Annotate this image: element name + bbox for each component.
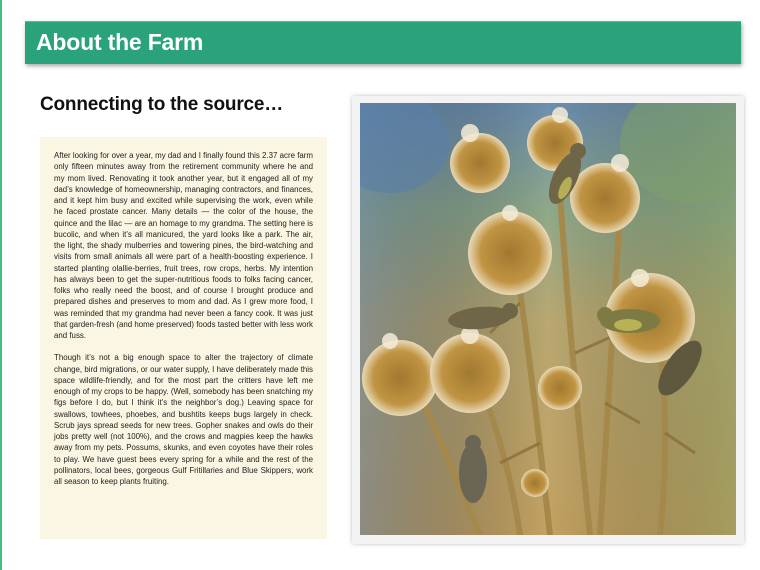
section-heading: Connecting to the source… — [40, 94, 284, 115]
story-paragraph-2: Though it’s not a big enough space to alter the trajectory of climate change, bird migrations, or our water supply, I have deliberately made this space wildlife-friendly, and for the most part the critters have left me enough of my crops to be happy. (Well, somebody has been snatching my figs before I do, but I think it’s the neighbor’s dog.) Leaving space for swallows, towhees, phoebes, and bushtits keeps bugs largely in check. Scrub jays spread seeds for new trees. Gopher snakes and owls do their jobs pretty well (not 100%), and the crows and magpies keep the hawks away from my pets. Possums, skunks, and even coyotes have their roles to play. We have guest bees every spring for a while and the rest of the pollinators, local bees, gorgeous Gulf Fritillaries and Blue Skippers, work all season to keep plants fruiting. — [54, 353, 313, 486]
photo-frame — [352, 96, 744, 544]
story-text-box — [40, 137, 327, 539]
title-banner — [25, 21, 741, 64]
story-paragraph-1: After looking for over a year, my dad and I finally found this 2.37 acre farm only fifteen minutes away from the retirement community where he and my mom lived. Renovating it took another year, but it engaged all of my dad’s knowledge of homeownership, managing contractors, and finances, and it kept him busy and excited while supervising the work, even while he faced prostate cancer. Many details — the color of the house, the quince and the lilac — are an homage to my grandma. The setting here is bucolic, and when it’s all manicured, the yard looks like a park. The air, the light, the shady mulberries and towering pines, the bird-watching and visits from small animals all were part of a health-boosting experience. I started planting olallie-berries, fruit trees, row crops, herbs. My intention has always been to get the super-nutritious foods to folks facing cancer, folks who really need the boost, and of course I brought produce and prepared dishes and preserves to mom and dad. As I grew more food, I was reminded that my grandma had never been a fancy cook. It was just that garden-fresh (and home preserved) foods tasted better with less work and fuss. — [54, 151, 313, 340]
page-title: About the Farm — [36, 29, 204, 55]
finches-on-thistles-photo — [360, 103, 736, 535]
page-edge-accent — [0, 0, 2, 570]
photo-illustration — [360, 103, 736, 535]
